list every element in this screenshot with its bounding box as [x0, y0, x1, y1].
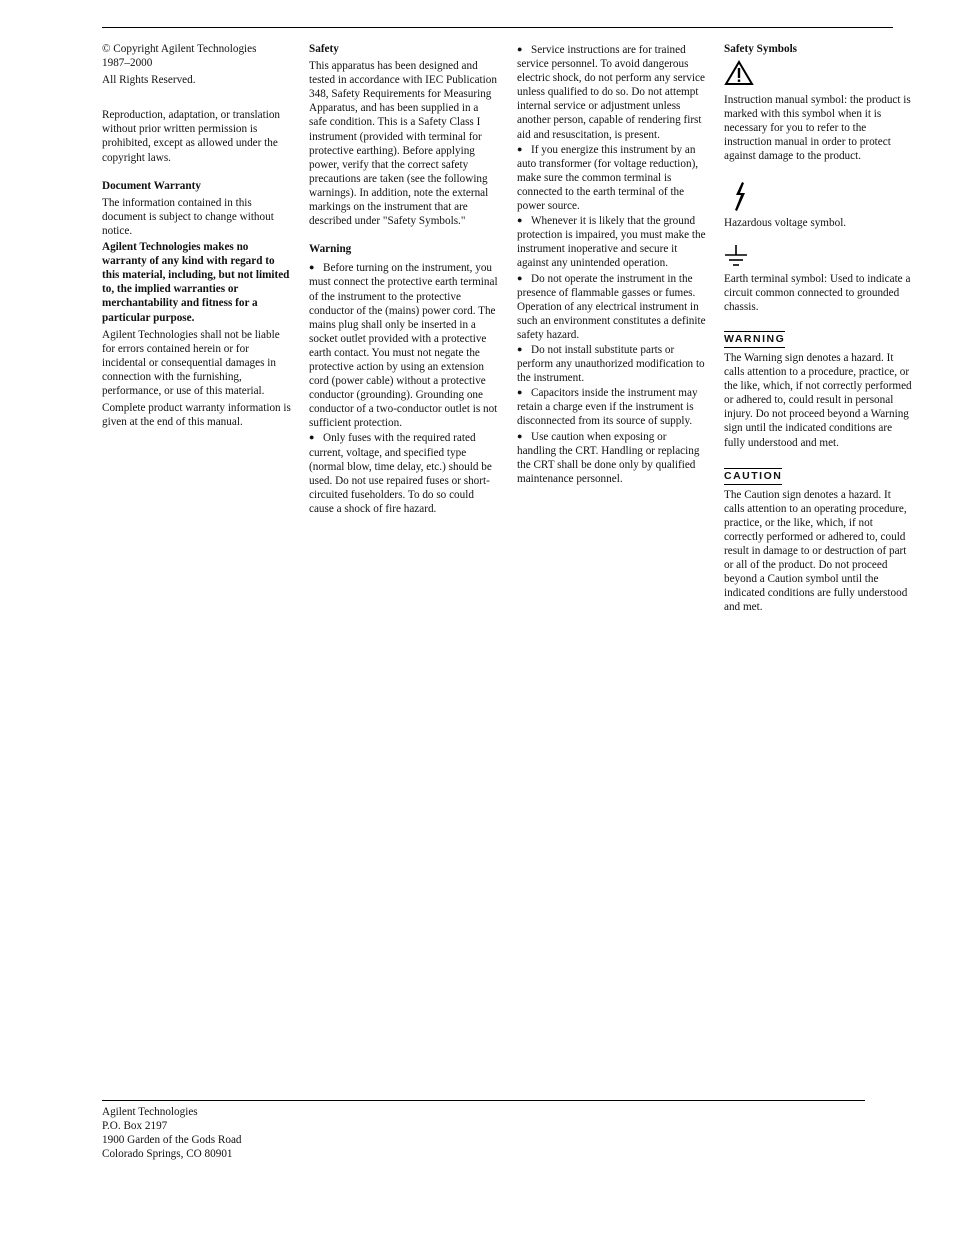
top-rule — [102, 27, 893, 28]
bullet-icon: ● — [517, 343, 523, 354]
list-item: ● If you energize this instrument by an auto transformer (for voltage reduction), make sure the common terminal is connected to the earth terminal of the power source. — [517, 143, 699, 213]
document-warranty-heading: Document Warranty — [102, 179, 201, 192]
liability-text: Agilent Technologies shall not be liable for errors contained herein or for incidental or consequential damages in connection with the furnishing, performance, or use of this material. — [102, 328, 280, 397]
safety-bullets-column — [517, 42, 707, 486]
copyright-line: © Copyright Agilent Technologies — [102, 43, 257, 55]
list-item: ● Do not operate the instrument in the presence of flammable gasses or fumes. Operation of any electrical instrument in such an environment constitutes a definite safety hazard. — [517, 272, 706, 341]
copyright-years: 1987–2000 — [102, 57, 153, 70]
warning-label: WARNING — [724, 331, 785, 348]
footer-street: 1900 Garden of the Gods Road — [102, 1134, 242, 1147]
safety-symbols-heading: Safety Symbols — [724, 43, 798, 55]
safety-heading: Safety — [309, 43, 339, 55]
list-item: ● Use caution when exposing or handling the CRT. Handling or replacing the CRT shall be done only by qualified maintenance personnel. — [517, 430, 700, 485]
list-item: ● Service instructions are for trained service personnel. To avoid dangerous electric shock, do not perform any service unless qualified to do so. Do not attempt internal service or adjustment unless another person, capable of rendering first aid and resuscitation, is present. — [517, 44, 705, 141]
copyright-column — [102, 42, 294, 429]
footer-po-box: P.O. Box 2197 — [102, 1120, 168, 1133]
bullet-icon: ● — [517, 143, 523, 154]
list-item: ● Do not install substitute parts or perform any unauthorized modification to the instrument. — [517, 343, 705, 385]
caution-sign-text: The Caution sign denotes a hazard. It calls attention to an operating procedure, practice, or the like, which, if not correctly performed or adhered to, could result in damage to or destruction of part or all of the product. Do not proceed beyond a Caution symbol until the indicated conditions are fully understood and met. — [724, 488, 908, 614]
safety-column — [309, 42, 499, 516]
footer-city: Colorado Springs, CO 80901 — [102, 1148, 233, 1161]
caution-label: CAUTION — [724, 468, 782, 485]
bullet-icon: ● — [517, 387, 523, 398]
safety-symbols-column — [724, 42, 914, 614]
bullet-icon: ● — [517, 272, 523, 283]
bullet-icon: ● — [517, 44, 523, 54]
warranty-disclaimer: Agilent Technologies makes no warranty of any kind with regard to this material, including, but not limited to, the implied warranties or merchantability and fitness for a particular purpose. — [102, 241, 290, 324]
footer-rule — [102, 1100, 865, 1101]
footer-company: Agilent Technologies — [102, 1106, 198, 1118]
lightning-bolt-icon — [728, 180, 752, 214]
warranty-text: The information contained in this document is subject to change without notice. — [102, 196, 274, 237]
bullet-icon: ● — [309, 262, 315, 273]
list-item: ● Whenever it is likely that the ground protection is impaired, you must make the instrument inoperative and secure it against any unintended operation. — [517, 215, 706, 270]
earth-terminal-text: Earth terminal symbol: Used to indicate a circuit common connected to grounded chassis. — [724, 272, 911, 313]
list-item: ● Before turning on the instrument, you must connect the protective earth terminal of the instrument to the protective conductor of the (mains) power cord. The mains plug shall only be inserted in a socket outlet provided with a protective earth contact. You must not negate the protective action by using an extension cord (power cable) without a protective conductor (grounding). Grounding one conductor of a two-conductor outlet is not sufficient protection. — [309, 262, 498, 430]
complete-warranty-text: Complete product warranty information is given at the end of this manual. — [102, 402, 291, 429]
hazardous-voltage-text: Hazardous voltage symbol. — [724, 216, 847, 229]
warning-triangle-icon — [724, 60, 754, 86]
instruction-manual-symbol-text: Instruction manual symbol: the product is marked with this symbol when it is necessary for you to refer to the instruction manual in order to protect against damage to the product. — [724, 94, 911, 163]
list-item: ● Only fuses with the required rated current, voltage, and specified type (normal blow, time delay, etc.) should be used. Do not use repaired fuses or short-circuited fuseholders. To do so could cause a shock of fire hazard. — [309, 432, 492, 515]
footer-address — [102, 1105, 242, 1161]
reproduction-notice: Reproduction, adaptation, or translation without prior written permission is prohibited, except as allowed under the copyright laws. — [102, 109, 281, 164]
warning-sign-text: The Warning sign denotes a hazard. It calls attention to a procedure, practice, or the like, which, if not correctly performed or adhered to, could result in personal injury. Do not proceed beyond a Warning sign until the indicated conditions are fully understood and met. — [724, 351, 912, 449]
warning-heading: Warning — [309, 243, 352, 256]
rights-reserved: All Rights Reserved. — [102, 74, 196, 87]
bullet-icon: ● — [309, 432, 315, 443]
list-item: ● Capacitors inside the instrument may retain a charge even if the instrument is disconnected from its source of supply. — [517, 387, 698, 428]
bullet-icon: ● — [517, 430, 523, 441]
safety-text: This apparatus has been designed and tested in accordance with IEC Publication 348, Safety Requirements for Measuring Apparatus, and has been supplied in a safe condition. This is a Safety Class I instrument (provided with terminal for protective earthing). Before applying power, verify that the correct safety precautions are taken (see the following warnings). In addition, note the external markings on the instrument that are described under "Safety Symbols." — [309, 60, 497, 228]
earth-ground-icon — [724, 244, 750, 268]
bullet-icon: ● — [517, 215, 523, 226]
